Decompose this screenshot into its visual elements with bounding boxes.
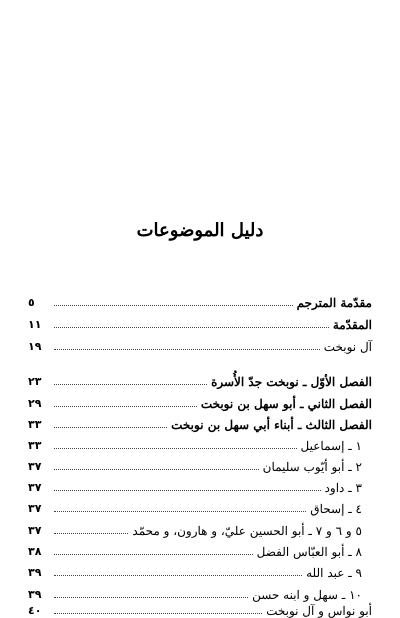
toc-page-number: ١١	[28, 318, 42, 331]
leader-dots	[54, 532, 128, 534]
toc-entry[interactable]	[28, 288, 372, 310]
toc-entry[interactable]	[28, 452, 372, 474]
toc-entry-label: الفصل الأوّل ـ نوبخت جدّ الأُسرة	[211, 375, 372, 389]
leader-dots	[54, 574, 302, 576]
leader-dots	[54, 447, 297, 449]
toc-entry-label: ٣ ـ داود	[324, 481, 362, 495]
toc-entry-label: ٢ ـ أبو أيّوب سليمان	[262, 460, 362, 474]
leader-dots	[54, 405, 197, 407]
toc-entry-label: ٤ ـ إسحاق	[310, 502, 362, 516]
leader-dots	[54, 383, 207, 385]
toc-entry[interactable]	[28, 516, 372, 538]
toc-entry-label: ١ ـ إسماعيل	[300, 439, 362, 453]
toc-page-number: ٤٠	[28, 604, 42, 617]
toc-entry[interactable]	[28, 332, 372, 354]
toc-page-number: ٣٣	[28, 439, 42, 452]
toc-entry-label: الفصل الثاني ـ أبو سهل بن نوبخت	[200, 397, 372, 411]
leader-dots	[54, 489, 321, 491]
toc-page-number: ٥	[28, 296, 35, 309]
toc-entry-label: آل نوبخت	[323, 340, 372, 354]
toc-page-number: ٣٣	[28, 418, 42, 431]
leader-dots	[54, 612, 262, 614]
toc-page-number: ٢٣	[28, 375, 42, 388]
leader-dots	[54, 553, 253, 555]
toc-page-number: ٣٩	[28, 588, 42, 601]
toc-entry-label: ٥ و ٦ و ٧ ـ أبو الحسين عليّ، و هارون، و محمّد	[132, 524, 362, 538]
toc-entry[interactable]	[28, 410, 372, 432]
leader-dots	[54, 468, 259, 470]
toc-entry[interactable]	[28, 537, 372, 559]
toc-entry[interactable]	[28, 431, 372, 453]
toc-page-number: ١٩	[28, 340, 42, 353]
toc-entry-label: ٩ ـ عبد الله	[306, 566, 362, 580]
toc-page-number: ٣٧	[28, 502, 42, 515]
page-title: دليل الموضوعات	[136, 220, 264, 241]
toc-entry[interactable]	[28, 473, 372, 495]
toc-entry[interactable]	[28, 558, 372, 580]
leader-dots	[54, 426, 167, 428]
toc-entry[interactable]	[28, 389, 372, 411]
toc-entry-label: الفصل الثالث ـ أبناء أبي سهل بن نوبخت	[171, 418, 372, 432]
toc-page-number: ٣٨	[28, 545, 42, 558]
toc-entry[interactable]	[28, 494, 372, 516]
leader-dots	[54, 348, 320, 350]
toc-entry[interactable]	[28, 596, 372, 618]
toc-entry[interactable]	[28, 310, 372, 332]
toc-entry-label: مقدّمة المترجم	[296, 296, 372, 310]
toc-page-number: ٢٩	[28, 397, 42, 410]
toc-page-number: ٣٧	[28, 481, 42, 494]
leader-dots	[54, 510, 306, 512]
toc-entry-label: ٨ ـ أبو العبّاس الفضل	[256, 545, 362, 559]
leader-dots	[54, 304, 293, 306]
toc-entry[interactable]	[28, 367, 372, 389]
toc-page-number: ٣٧	[28, 460, 42, 473]
toc-page-number: ٣٧	[28, 524, 42, 537]
toc-entry-label: ١٠ ـ سهل و ابنه حسن	[252, 588, 362, 602]
toc-entry-label: أبو نواس و آل نوبخت	[266, 604, 372, 618]
toc-entry-label: المقدّمة	[332, 318, 372, 332]
leader-dots	[54, 326, 329, 328]
toc-page-number: ٣٩	[28, 566, 42, 579]
